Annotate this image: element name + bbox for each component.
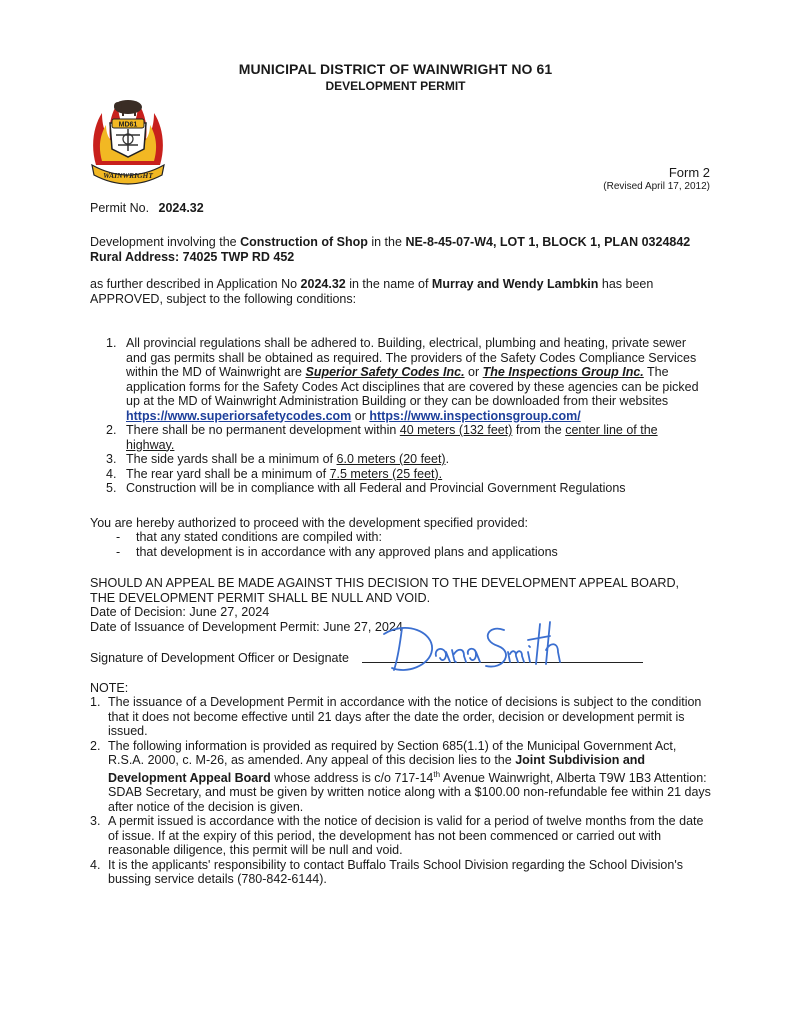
application-has-been: has been	[601, 277, 654, 291]
appeal-warning-line-2: THE DEVELOPMENT PERMIT SHALL BE NULL AND VOID.	[90, 590, 431, 605]
note-4-text: It is the applicants' responsibility to contact Buffalo Trails School Division regarding the School Division's bussing service details (780-842-6144).	[108, 857, 683, 887]
development-location: NE-8-45-07-W4, LOT 1, BLOCK 1, PLAN 0324842	[405, 235, 691, 249]
authorization-item-2: that development is in accordance with any approved plans and applications	[136, 544, 558, 559]
application-prefix: as further described in Application No	[90, 277, 298, 291]
development-project: Construction of Shop	[240, 235, 368, 249]
appeal-board-name: Joint Subdivision and Development Appeal Board	[108, 753, 646, 785]
md-crest-logo	[88, 95, 168, 187]
condition-1-or: or	[468, 365, 480, 379]
inspections-group-link[interactable]: https://www.inspectionsgroup.com/	[369, 408, 581, 423]
condition-1-or-2: or	[354, 408, 366, 423]
condition-1-text-b: The application forms for the Safety Codes Act disciplines that are covered by these agencies can be picked up at the MD of Wainwright Administration Building or they can be downloaded from their websites	[126, 365, 699, 408]
dash-bullet: -	[116, 544, 121, 559]
side-yard-minimum: 6.0 meters (20 feet)	[336, 452, 446, 466]
form-number: Form 2	[668, 165, 710, 180]
form-label-block	[600, 165, 710, 192]
development-in-the: in the	[371, 235, 402, 249]
condition-4-text: The rear yard shall be a minimum of	[126, 466, 327, 481]
condition-number: 4.	[106, 466, 117, 481]
logo-top-text: MD61	[118, 121, 138, 129]
logo-ribbon-text: WAINWRIGHT	[103, 171, 153, 180]
permit-number-label: Permit No.	[90, 201, 150, 215]
rural-address: Rural Address: 74025 TWP RD 452	[90, 249, 295, 264]
condition-number: 5.	[106, 481, 117, 495]
condition-number: 2.	[106, 423, 117, 437]
authorization-item	[116, 530, 558, 545]
application-in-name: in the name of	[349, 277, 429, 291]
dash-bullet: -	[116, 530, 121, 544]
condition-item	[106, 336, 706, 423]
provider-inspections-group: The Inspections Group Inc.	[482, 365, 644, 379]
form-revised-date: (Revised April 17, 2012)	[603, 181, 710, 192]
note-number: 3.	[90, 814, 101, 829]
condition-3-text: The side yards shall be a minimum of	[126, 452, 334, 466]
note-number: 1.	[90, 695, 101, 709]
note-item	[90, 695, 712, 739]
permit-number-line	[90, 201, 204, 216]
rear-yard-minimum: 7.5 meters (25 feet).	[329, 466, 443, 481]
condition-1-text: All provincial regulations shall be adhered to. Building, electrical, plumbing and heating, private sewer and gas permits shall be obtained as required. The providers of the Safety Codes Compliance Services within the MD of Wainwright are	[126, 336, 697, 379]
handwritten-signature	[354, 610, 574, 678]
condition-3-end: .	[445, 452, 450, 466]
condition-number: 3.	[106, 452, 117, 466]
conditions-list	[106, 336, 706, 496]
document-title: MUNICIPAL DISTRICT OF WAINWRIGHT NO 61	[238, 61, 553, 77]
application-number: 2024.32	[300, 277, 346, 291]
note-3-text: A permit issued is accordance with the notice of decision is valid for a period of twelve months from the date of issue. If at the expiry of this period, the development has not been commenced or carried out with reasonable diligence, this permit will be null and void.	[108, 814, 704, 858]
approval-statement: APPROVED, subject to the following conditions:	[90, 291, 357, 306]
applicant-names: Murray and Wendy Lambkin	[431, 277, 599, 291]
authorization-item	[116, 545, 558, 560]
authorization-item-1: that any stated conditions are compiled with:	[136, 530, 382, 544]
provider-superior-safety-codes: Superior Safety Codes Inc.	[305, 365, 465, 379]
decision-date: Date of Decision: June 27, 2024	[90, 605, 270, 619]
condition-2-text: There shall be no permanent development within	[126, 423, 397, 437]
note-number: 4.	[90, 857, 101, 872]
setback-distance: 40 meters (132 feet)	[399, 423, 513, 437]
ordinal-suffix: th	[433, 769, 441, 779]
notes-title: NOTE:	[90, 681, 129, 695]
note-1-text: The issuance of a Development Permit in accordance with the notice of decisions is subject to the condition that it does not become effective until 21 days after the date the order, decision or development permit is issued.	[108, 695, 702, 738]
note-2-text-c: Avenue Wainwright, Alberta T9W 1B3 Attention: SDAB Secretary, and must be given by written notice along with a $100.00 non-refundable fee within 21 days after notice of the decision is given.	[108, 770, 711, 814]
condition-2-text-b: from the	[515, 423, 562, 437]
condition-item	[106, 423, 706, 452]
authorization-list	[116, 530, 558, 559]
condition-number: 1.	[106, 336, 117, 350]
highway-centerline: center line of the highway.	[126, 423, 658, 452]
development-intro: Development involving the	[90, 235, 237, 249]
authorization-intro: You are hereby authorized to proceed with the development specified provided:	[90, 516, 529, 530]
notes-list	[90, 695, 712, 887]
issuance-date: Date of Issuance of Development Permit: June 27, 2024	[90, 619, 403, 634]
note-2-address: whose address is c/o 717-14	[274, 770, 434, 785]
note-number: 2.	[90, 738, 101, 753]
condition-5-text: Construction will be in compliance with all Federal and Provincial Government Regulations	[126, 481, 626, 495]
condition-item	[106, 481, 706, 496]
note-item	[90, 858, 712, 887]
condition-item	[106, 452, 706, 467]
note-2-text: The following information is provided as required by Section 685(1.1) of the Municipal Government Act, R.S.A. 2000, c. M-26, as amended. Any appeal of this decision lies to the	[108, 738, 677, 767]
superior-safety-codes-link[interactable]: https://www.superiorsafetycodes.com	[126, 408, 352, 423]
note-item	[90, 814, 712, 858]
condition-item	[106, 467, 706, 482]
note-item	[90, 739, 712, 815]
development-description	[90, 235, 715, 264]
permit-number: 2024.32	[158, 201, 204, 215]
application-statement	[90, 277, 715, 306]
document-subtitle: DEVELOPMENT PERMIT	[325, 79, 466, 93]
signature-label: Signature of Development Officer or Designate	[90, 651, 349, 665]
appeal-warning-line-1: SHOULD AN APPEAL BE MADE AGAINST THIS DECISION TO THE DEVELOPMENT APPEAL BOARD,	[90, 576, 680, 590]
